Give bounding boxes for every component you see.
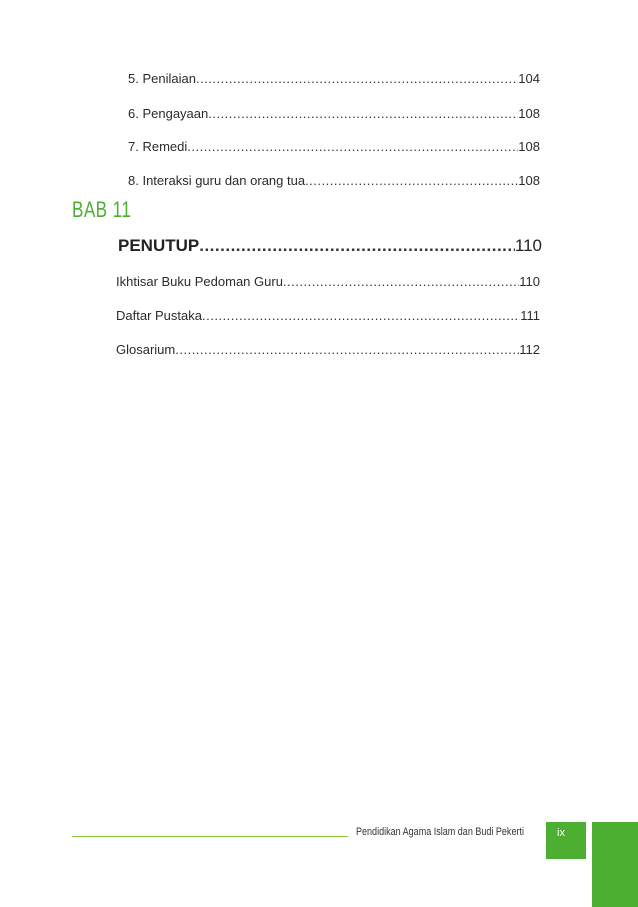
toc-entry-label: 8. Interaksi guru dan orang tua <box>128 173 306 188</box>
page-number: ix <box>557 827 565 839</box>
footer-book-title: Pendidikan Agama Islam dan Budi Pekerti <box>356 826 524 838</box>
dot-leader <box>208 106 518 121</box>
toc-entry-page: 110 <box>519 274 540 289</box>
toc-entry-page: 112 <box>519 342 540 357</box>
toc-entry-remedi[interactable] <box>128 139 540 154</box>
dot-leader <box>175 342 519 357</box>
dot-leader <box>199 236 515 256</box>
chapter-page: 110 <box>514 236 542 255</box>
toc-entry-pengayaan[interactable] <box>128 106 540 121</box>
toc-entry-label: Glosarium <box>116 342 176 357</box>
footer-rule <box>72 836 348 837</box>
chapter-tag: BAB 11 <box>72 197 132 222</box>
toc-entry-interaksi[interactable] <box>128 173 540 188</box>
dot-leader <box>202 308 520 323</box>
chapter-title: PENUTUP <box>118 236 200 255</box>
toc-entry-daftar-pustaka[interactable] <box>116 308 540 323</box>
toc-entry-glosarium[interactable] <box>116 342 540 357</box>
toc-entry-page: 108 <box>518 139 540 154</box>
toc-chapter-penutup[interactable] <box>118 236 542 256</box>
toc-entry-label: 5. Penilaian <box>128 71 196 86</box>
toc-entry-page: 108 <box>518 173 540 188</box>
footer-side-bar <box>592 822 638 907</box>
toc-entry-ikhtisar[interactable] <box>116 274 540 289</box>
dot-leader <box>196 71 518 86</box>
toc-entry-label: Ikhtisar Buku Pedoman Guru <box>116 274 283 289</box>
toc-entry-page: 111 <box>520 308 540 323</box>
toc-entry-penilaian[interactable] <box>128 71 540 86</box>
toc-entry-page: 108 <box>518 106 540 121</box>
toc-entry-page: 104 <box>518 71 540 86</box>
toc-entry-label: 7. Remedi <box>128 139 188 154</box>
dot-leader <box>305 173 518 188</box>
toc-entry-label: Daftar Pustaka <box>116 308 202 323</box>
toc-entry-label: 6. Pengayaan <box>128 106 209 121</box>
dot-leader <box>283 274 519 289</box>
dot-leader <box>187 139 518 154</box>
page-number-box <box>546 822 586 859</box>
